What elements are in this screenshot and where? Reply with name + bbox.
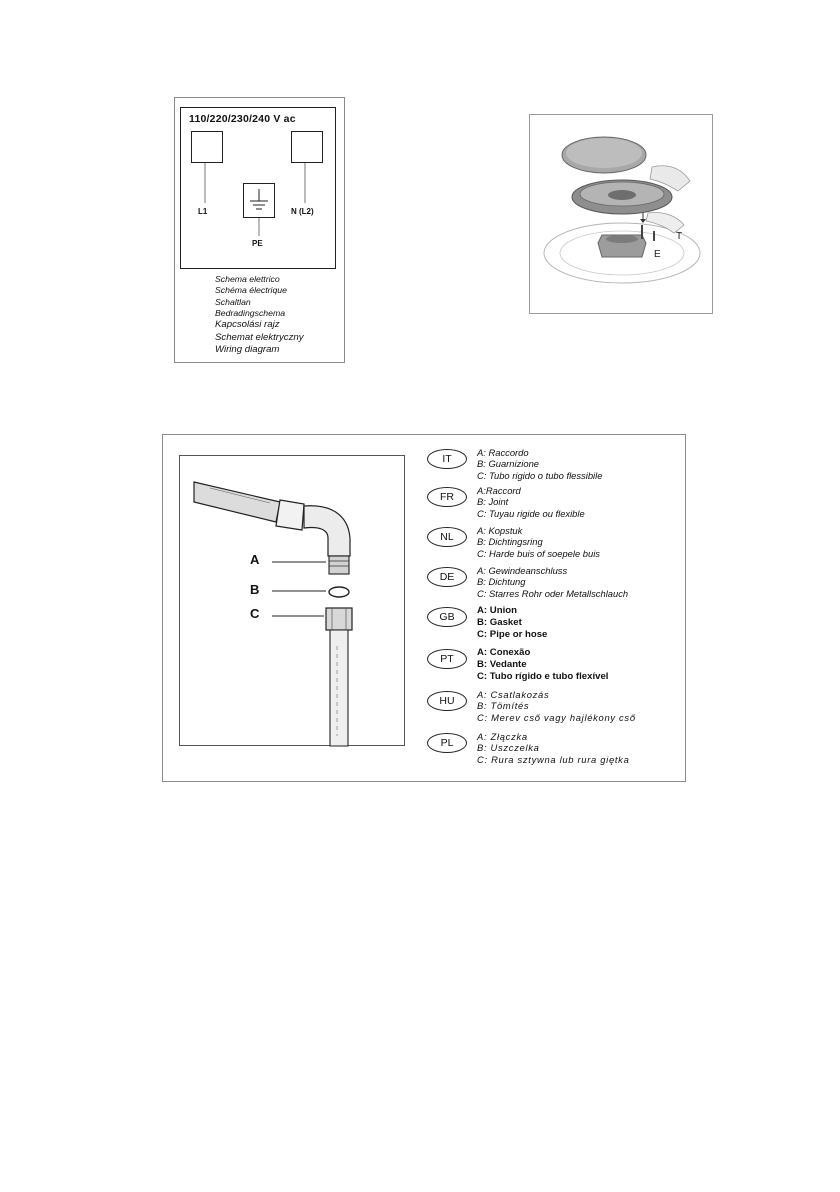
terminal-pe-box — [243, 183, 275, 218]
caption-gb: Wiring diagram — [215, 344, 280, 356]
lang-line: B: Gasket — [477, 617, 522, 628]
wiring-diagram-panel — [174, 97, 345, 363]
lang-line: A: Gewindeanschluss — [477, 565, 568, 576]
terminal-l1-label: L1 — [198, 207, 208, 216]
lang-lines-fr — [477, 485, 585, 519]
lang-line: C: Tubo rígido e tubo flexível — [477, 671, 609, 682]
lang-lines-it — [477, 447, 602, 481]
burner-illustration — [530, 115, 714, 315]
lang-badge-nl: NL — [427, 527, 467, 547]
burner-assembly-panel — [529, 114, 713, 314]
lang-line: C: Starres Rohr oder Metallschlauch — [477, 587, 629, 599]
lang-badge-fr: FR — [427, 487, 467, 507]
lang-line: B: Tömítés — [477, 700, 530, 712]
lang-lines-hu — [477, 689, 636, 723]
lang-line: A: Złączka — [477, 731, 528, 742]
part-b-label: B — [250, 582, 260, 597]
lang-badge-pt: PT — [427, 649, 467, 669]
lang-lines-nl — [477, 525, 600, 559]
lang-line: B: Vedante — [477, 659, 527, 670]
caption-pl: Schemat elektryczny — [215, 331, 304, 343]
caption-it: Schema elettrico — [215, 274, 280, 284]
lang-line: B: Joint — [477, 496, 509, 508]
lang-badge-hu: HU — [427, 691, 467, 711]
lang-lines-de — [477, 565, 628, 599]
lang-line: C: Harde buis of soepele buis — [477, 547, 600, 559]
lang-line: A: Union — [477, 605, 517, 616]
caption-nl: Bedradingschema — [215, 307, 286, 318]
gas-connection-panel — [162, 434, 686, 782]
wiring-diagram-frame — [180, 107, 336, 269]
lang-line: A: Raccordo — [477, 447, 529, 458]
lang-lines-pl — [477, 731, 629, 765]
gas-fitting-illustration — [180, 456, 406, 747]
lang-line: C: Rura sztywna lub rura giętka — [477, 753, 630, 765]
lang-lines-pt — [477, 647, 608, 683]
lang-badge-it: IT — [427, 449, 467, 469]
lang-badge-gb: GB — [427, 607, 467, 627]
part-c-label: C — [250, 606, 260, 621]
lang-line: C: Merev cső vagy hajlékony cső — [477, 711, 636, 723]
voltage-label: 110/220/230/240 V ac — [189, 113, 296, 125]
caption-de: Schaltlan — [215, 296, 251, 307]
caption-hu: Kapcsolási rajz — [215, 319, 280, 331]
lang-badge-de: DE — [427, 567, 467, 587]
thermocouple-label: T — [676, 231, 683, 242]
terminal-n-label: N (L2) — [291, 207, 314, 216]
terminal-pe-label: PE — [252, 239, 263, 248]
gas-connection-drawing — [179, 455, 405, 746]
lang-line: C: Pipe or hose — [477, 629, 548, 640]
lang-line: C: Tubo rigido o tubo flessibile — [477, 469, 603, 481]
lang-badge-pl: PL — [427, 733, 467, 753]
lang-line: A:Raccord — [477, 485, 521, 496]
lang-line: B: Guarnizione — [477, 458, 540, 470]
lang-line: A: Kopstuk — [477, 525, 523, 536]
electrode-label: E — [654, 249, 661, 260]
lang-line: B: Dichtingsring — [477, 536, 543, 548]
wiring-caption-list — [215, 274, 304, 357]
ground-icon — [244, 184, 274, 217]
lang-line: B: Dichtung — [477, 576, 526, 588]
terminal-l1-box — [191, 131, 223, 163]
lang-lines-gb — [477, 605, 547, 641]
lang-line: C: Tuyau rigide ou flexible — [477, 507, 585, 519]
lang-line: B: Uszczelka — [477, 742, 540, 754]
lang-line: A: Conexão — [477, 647, 531, 658]
terminal-n-box — [291, 131, 323, 163]
lang-line: A: Csatlakozás — [477, 689, 550, 700]
part-a-label: A — [250, 552, 260, 567]
caption-fr: Schéma électrique — [215, 285, 287, 296]
